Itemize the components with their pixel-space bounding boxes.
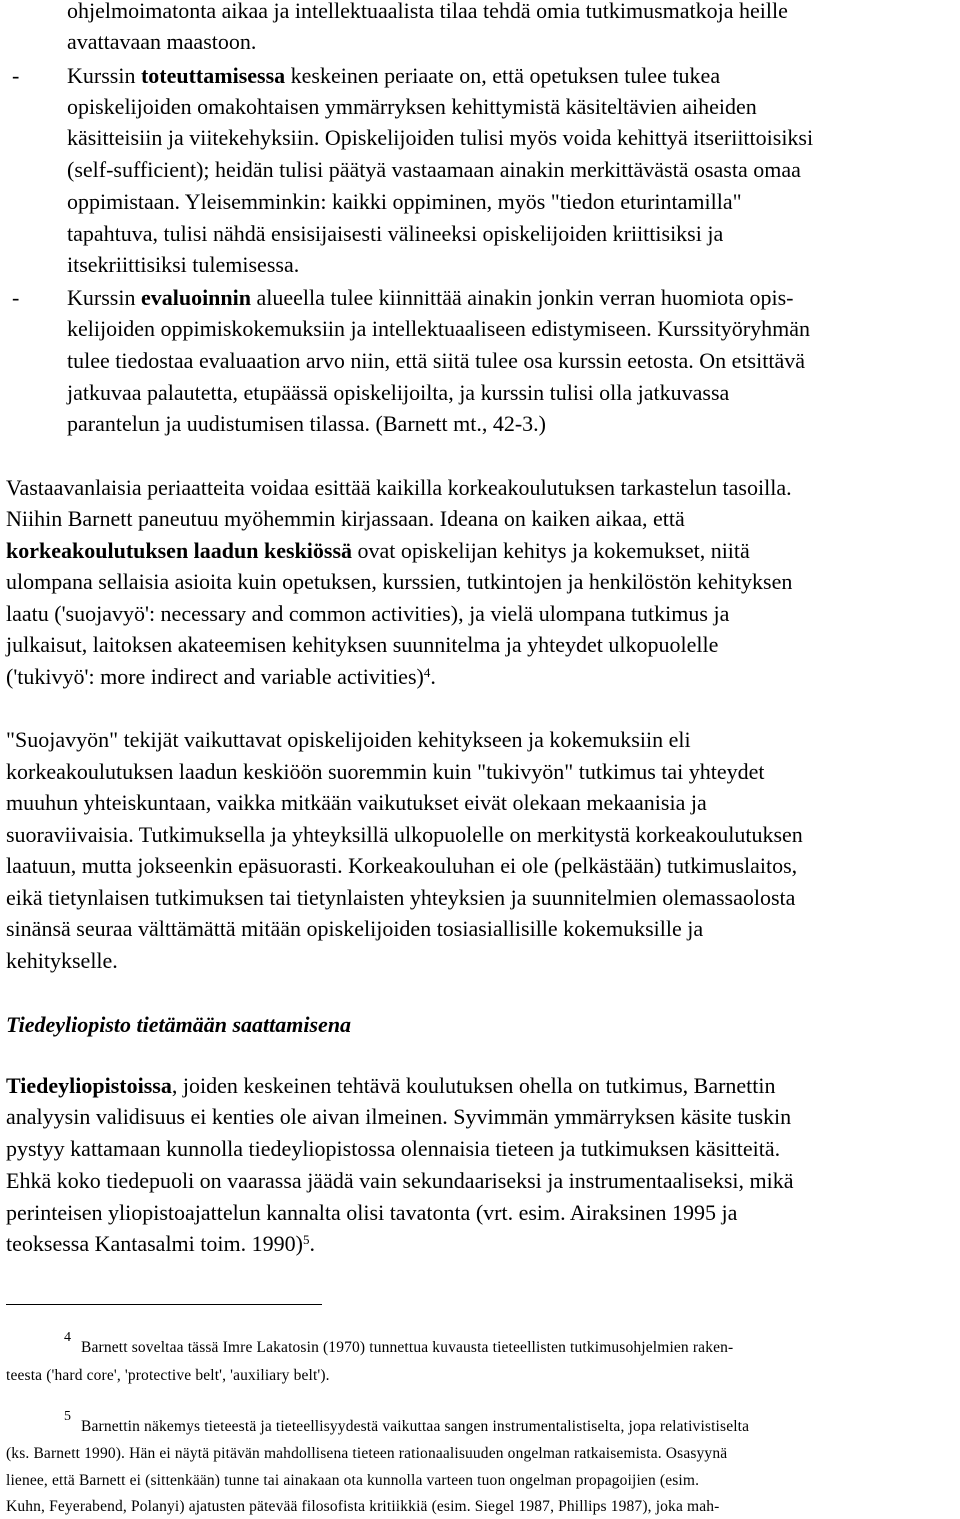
footnote-5-line-1: Barnettin näkemys tieteestä ja tieteellisyydestä vaikuttaa sangen instrumentalistiselta, jopa relativistiselta — [81, 1418, 750, 1435]
para1-line-2: Niihin Barnett paneutuu myöhemmin kirjassaan. Ideana on kaiken aikaa, että — [6, 506, 685, 531]
bold-term: korkeakoulutuksen laadun keskiössä — [6, 538, 353, 563]
bullet2-line-3: käsitteisiin ja viitekehyksiin. Opiskelijoiden tulisi myös voida kehittyä itseriittoisiksi — [67, 125, 814, 150]
para2-line-1: "Suojavyön" tekijät vaikuttavat opiskelijoiden kehitykseen ja kokemuksiin eli — [6, 727, 691, 752]
bullet2-line-5: oppimistaan. Yleisemminkin: kaikki oppiminen, myös "tiedon eturintamilla" — [67, 189, 742, 214]
bullet2-line-1: Kurssin toteuttamisessa keskeinen periaate on, että opetuksen tulee tukea — [67, 63, 721, 88]
footnote-4-line-1: Barnett soveltaa tässä Imre Lakatosin (1970) tunnettua kuvausta tieteellisten tutkimusohjelmien raken- — [81, 1339, 734, 1356]
para3-line-3: pystyy kattamaan kunnolla tiedeyliopistossa olennaisia tieteen ja tutkimuksen käsitteitä. — [6, 1136, 781, 1161]
para3-line-1: Tiedeyliopistoissa, joiden keskeinen tehtävä koulutuksen ohella on tutkimus, Barnettin — [6, 1073, 776, 1098]
bullet1-line-2: avattavaan maastoon. — [67, 29, 257, 54]
para3-line-6: teoksessa Kantasalmi toim. 1990)$^5$. — [6, 1231, 315, 1256]
para3-line-2: analyysin validisuus ei kenties ole aivan ilmeinen. Syvimmän ymmärryksen käsite tuskin — [6, 1104, 792, 1129]
footnote-ref: 4 — [423, 665, 431, 680]
para2-line-2: korkeakoulutuksen laadun keskiöön suoremmin kuin "tukivyön" tutkimus tai yhteydet — [6, 759, 765, 784]
footnote-5-line-3: lienee, että Barnett ei (sittenkään) tunne tai ainakaan ota kunnolla varteen tuon ongelman propagoijien (esim. — [6, 1472, 700, 1489]
bullet3-line-1: Kurssin evaluoinnin alueella tulee kiinnittää ainakin jonkin verran huomiota opis- — [67, 285, 794, 310]
para2-line-5: laatuun, mutta jokseenkin epäsuorasti. Korkeakouluhan ei ole (pelkästään) tutkimuslaitos, — [6, 853, 798, 878]
para2-line-6: eikä tietynlaisen tutkimuksen tai tietynlaisten yhteyksien ja suunnitelmien olemassaolosta — [6, 885, 796, 910]
bold-term: toteuttamisessa — [140, 63, 286, 88]
para3-line-4: Ehkä koko tiedepuoli on vaarassa jäädä vain sekundaariseksi ja instrumentaaliseksi, mikä — [6, 1168, 794, 1193]
bullet-dash: - — [12, 63, 20, 88]
footnote-separator — [6, 1304, 322, 1305]
bullet1-line-1: ohjelmoimatonta aikaa ja intellektuaalista tilaa tehdä omia tutkimusmatkoja heille — [67, 0, 788, 23]
para1-line-4: ulompana sellaisia asioita kuin opetuksen, kurssien, tutkintojen ja henkilöstön kehityksen — [6, 569, 793, 594]
para2-line-7: sinänsä seuraa välttämättä mitään opiskelijoiden tosiasiallisille kokemuksille ja — [6, 916, 704, 941]
bullet3-line-2: kelijoiden oppimiskokemuksiin ja intellektuaaliseen edistymiseen. Kurssityöryhmän — [67, 316, 810, 341]
bold-term: evaluoinnin — [140, 285, 251, 310]
section-heading: Tiedeyliopisto tietämään saattamisena — [6, 1012, 352, 1037]
para1-line-1: Vastaavanlaisia periaatteita voidaa esittää kaikilla korkeakoulutuksen tarkastelun tasoilla. — [6, 475, 792, 500]
para1-line-6: julkaisut, laitoksen akateemisen kehityksen suunnitelma ja yhteydet ulkopuolelle — [6, 632, 719, 657]
para1-line-7: ('tukivyö': more indirect and variable activities)$^4$. — [6, 664, 436, 689]
footnote-ref: 5 — [302, 1232, 310, 1247]
footnote-5-marker: 5 — [64, 1409, 71, 1424]
bullet2-line-7: itsekriittisiksi tulemisessa. — [67, 252, 300, 277]
para2-line-8: kehitykselle. — [6, 948, 118, 973]
para1-line-3: korkeakoulutuksen laadun keskiössä ovat opiskelijan kehitys ja kokemukset, niitä — [6, 538, 750, 563]
footnote-5-line-4: Kuhn, Feyerabend, Polanyi) ajatusten pätevää filosofista kritiikkiä (esim. Siegel 1987, Phillips 1987), joka mah- — [6, 1498, 720, 1515]
para3-line-5: perinteisen yliopistoajattelun kannalta olisi tavatonta (vrt. esim. Airaksinen 1995 ja — [6, 1200, 738, 1225]
bullet3-line-5: parantelun ja uudistumisen tilassa. (Barnett mt., 42-3.) — [67, 411, 547, 436]
bullet3-line-4: jatkuvaa palautetta, etupäässä opiskelijoilta, ja kurssin tulisi olla jatkuvassa — [67, 380, 730, 405]
para1-line-5: laatu ('suojavyö': necessary and common activities), ja vielä ulompana tutkimus ja — [6, 601, 730, 626]
bullet2-line-4: (self-sufficient); heidän tulisi päätyä vastaamaan ainakin merkittävästä osasta omaa — [67, 157, 801, 182]
bold-term: Tiedeyliopistoissa — [6, 1073, 172, 1098]
footnote-5-line-2: (ks. Barnett 1990). Hän ei näytä pitävän mahdollisena tieteen rationaalisuuden ongelman ratkaisemista. Osasyynä — [6, 1445, 728, 1462]
bullet2-line-6: tapahtuva, tulisi nähdä ensisijaisesti välineeksi opiskelijoiden kriittisiksi ja — [67, 221, 724, 246]
bullet2-line-2: opiskelijoiden omakohtaisen ymmärryksen kehittymistä käsiteltävien aiheiden — [67, 94, 757, 119]
bullet-dash: - — [12, 285, 20, 310]
footnote-4-marker: 4 — [64, 1330, 71, 1345]
para2-line-3: muuhun yhteiskuntaan, vaikka mitkään vaikutukset eivät olekaan mekaanisia ja — [6, 790, 707, 815]
footnote-4-line-2: teesta ('hard core', 'protective belt', 'auxiliary belt'). — [6, 1367, 330, 1384]
bullet3-line-3: tulee tiedostaa evaluaation arvo niin, että siitä tulee osa kurssin eetosta. On etsittävä — [67, 348, 805, 373]
para2-line-4: suoraviivaisia. Tutkimuksella ja yhteyksillä ulkopuolelle on merkitystä korkeakoulutuksen — [6, 822, 803, 847]
